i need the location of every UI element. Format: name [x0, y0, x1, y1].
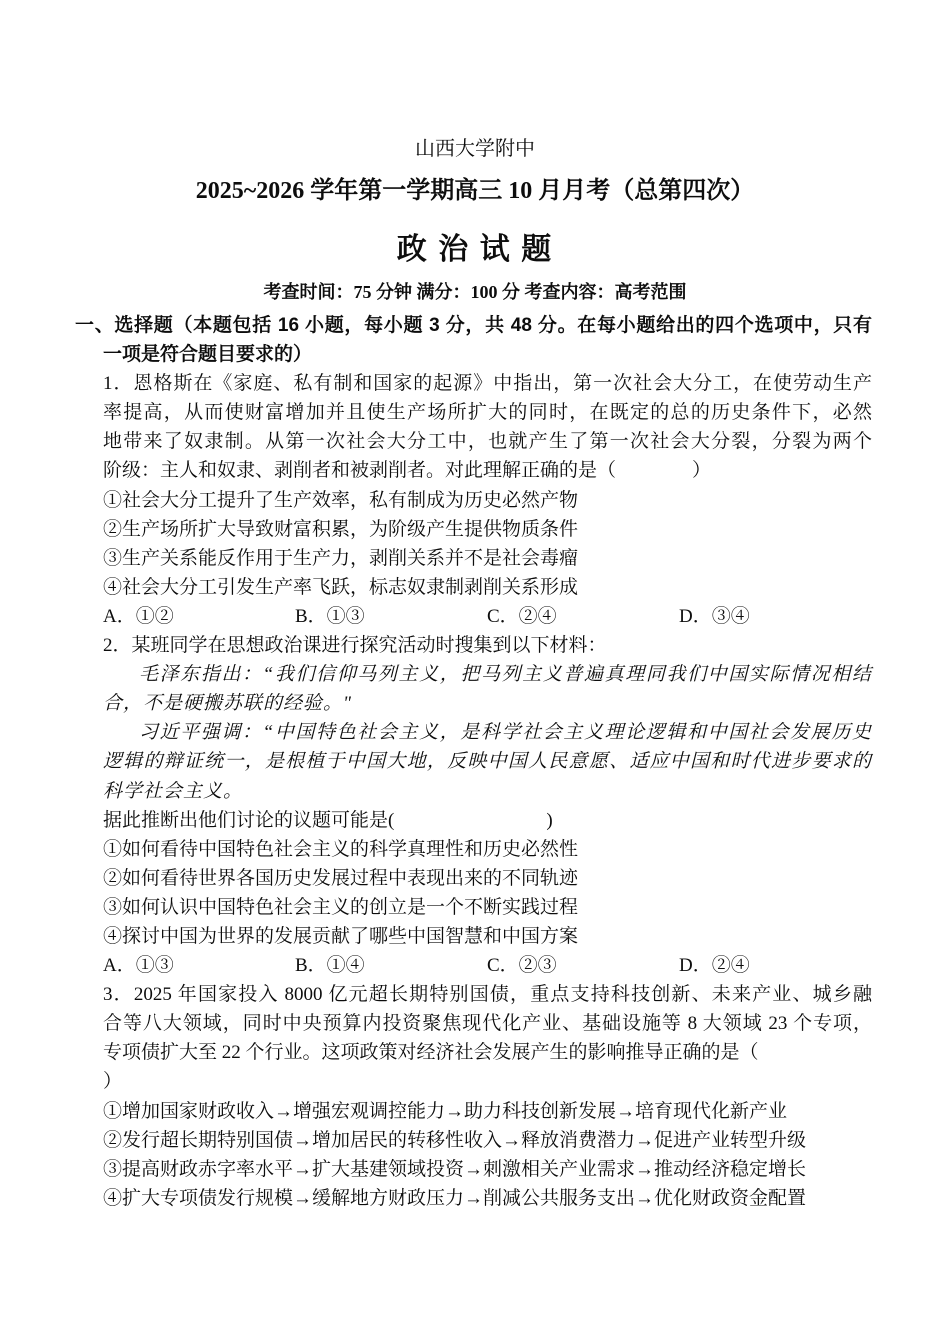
- question-1: [0, 369, 872, 631]
- q1-stem-line: 率提高，从而使财富增加并且使生产场所扩大的同时，在既定的总的历史条件下，必然: [103, 402, 872, 424]
- section-heading-line-1: 一、选择题（本题包括 16 小题，每小题 3 分，共 48 分。在每小题给出的四个选项中，只有: [75, 315, 872, 336]
- q2-mao-quote-line: 合，不是硬搬苏联的经验。": [103, 693, 352, 715]
- q3-stem-line: 专项债扩大至 22 个行业。这项政策对经济社会发展产生的影响推导正确的是（: [103, 1042, 759, 1064]
- q3-stem-line: ）: [103, 1071, 123, 1093]
- q1-stem-line: 地带来了奴隶制。从第一次社会大分工中，也就产生了第一次社会大分裂，分裂为两个: [103, 431, 872, 453]
- q1-option-d: D．③④: [679, 605, 750, 627]
- q2-stem-line: 2．某班同学在思想政治课进行探究活动时搜集到以下材料：: [103, 635, 607, 657]
- q3-stem-line: 3．2025 年国家投入 8000 亿元超长期特别国债，重点支持科技创新、未来产业、城乡融: [103, 984, 872, 1006]
- question-3: [0, 980, 872, 1213]
- q3-choice-item: ①增加国家财政收入→增强宏观调控能力→助力科技创新发展→培育现代化新产业: [103, 1100, 788, 1122]
- q2-xi-quote-line: 逻辑的辩证统一，是根植于中国大地，反映中国人民意愿、适应中国和时代进步要求的: [103, 751, 872, 773]
- q1-choice-item: ①社会大分工提升了生产效率，私有制成为历史必然产物: [103, 489, 579, 511]
- q2-choice-item: ①如何看待中国特色社会主义的科学真理性和历史必然性: [103, 838, 579, 860]
- q1-option-c: C．②④: [487, 605, 557, 627]
- q2-options-row: [0, 951, 872, 980]
- q2-choice-item: ③如何认识中国特色社会主义的创立是一个不断实践过程: [103, 896, 579, 918]
- q2-option-c: C．②③: [487, 955, 557, 977]
- q2-option-a: A．①③: [103, 955, 174, 977]
- q3-stem-line: 合等八大领域，同时中央预算内投资聚焦现代化产业、基础设施等 8 大领域 23 个专项，: [103, 1013, 872, 1035]
- exam-session-title: 2025~2026 学年第一学期高三 10 月月考（总第四次）: [195, 178, 755, 204]
- paper-title: 政 治 试 题: [396, 233, 554, 266]
- question-2: [0, 631, 872, 980]
- q2-xi-quote-line: 科学社会主义。: [103, 780, 244, 802]
- q2-choice-item: ④探讨中国为世界的发展贡献了哪些中国智慧和中国方案: [103, 925, 579, 947]
- q2-option-b: B．①④: [295, 955, 365, 977]
- exam-meta-info: 考查时间：75 分钟 满分：100 分 考查内容：高考范围: [263, 282, 687, 302]
- q1-stem-line: 阶级：主人和奴隶、剥削者和被剥削者。对此理解正确的是（ ）: [103, 460, 712, 482]
- q1-options-row: [0, 602, 872, 631]
- q1-option-a: A．①②: [103, 605, 174, 627]
- q1-option-b: B．①③: [295, 605, 365, 627]
- q2-option-d: D．②④: [679, 955, 750, 977]
- q2-xi-quote-line: 习近平强调：“中国特色社会主义，是科学社会主义理论逻辑和中国社会发展历史: [139, 722, 872, 744]
- q1-choice-item: ③生产关系能反作用于生产力，剥削关系并不是社会毒瘤: [103, 547, 579, 569]
- q2-mao-quote-line: 毛泽东指出：“我们信仰马列主义，把马列主义普遍真理同我们中国实际情况相结: [139, 664, 872, 686]
- q2-choice-item: ②如何看待世界各国历史发展过程中表现出来的不同轨迹: [103, 867, 579, 889]
- q3-choice-item: ②发行超长期特别国债→增加居民的转移性收入→释放消费潜力→促进产业转型升级: [103, 1129, 807, 1151]
- q1-stem-line: 1．恩格斯在《家庭、私有制和国家的起源》中指出，第一次社会大分工，在使劳动生产: [103, 373, 872, 395]
- exam-body: [0, 311, 950, 1213]
- q3-choice-item: ③提高财政赤字率水平→扩大基建领域投资→刺激相关产业需求→推动经济稳定增长: [103, 1158, 807, 1180]
- q1-choice-item: ②生产场所扩大导致财富积累，为阶级产生提供物质条件: [103, 518, 579, 540]
- q2-ask-line: 据此推断出他们讨论的议题可能是( ): [103, 809, 553, 831]
- q3-choice-item: ④扩大专项债发行规模→缓解地方财政压力→削减公共服务支出→优化财政资金配置: [103, 1187, 807, 1209]
- section-heading-line-2: 一项是符合题目要求的）: [103, 344, 313, 366]
- q1-choice-item: ④社会大分工引发生产率飞跃，标志奴隶制剥削关系形成: [103, 576, 579, 598]
- school-name: 山西大学附中: [415, 138, 535, 160]
